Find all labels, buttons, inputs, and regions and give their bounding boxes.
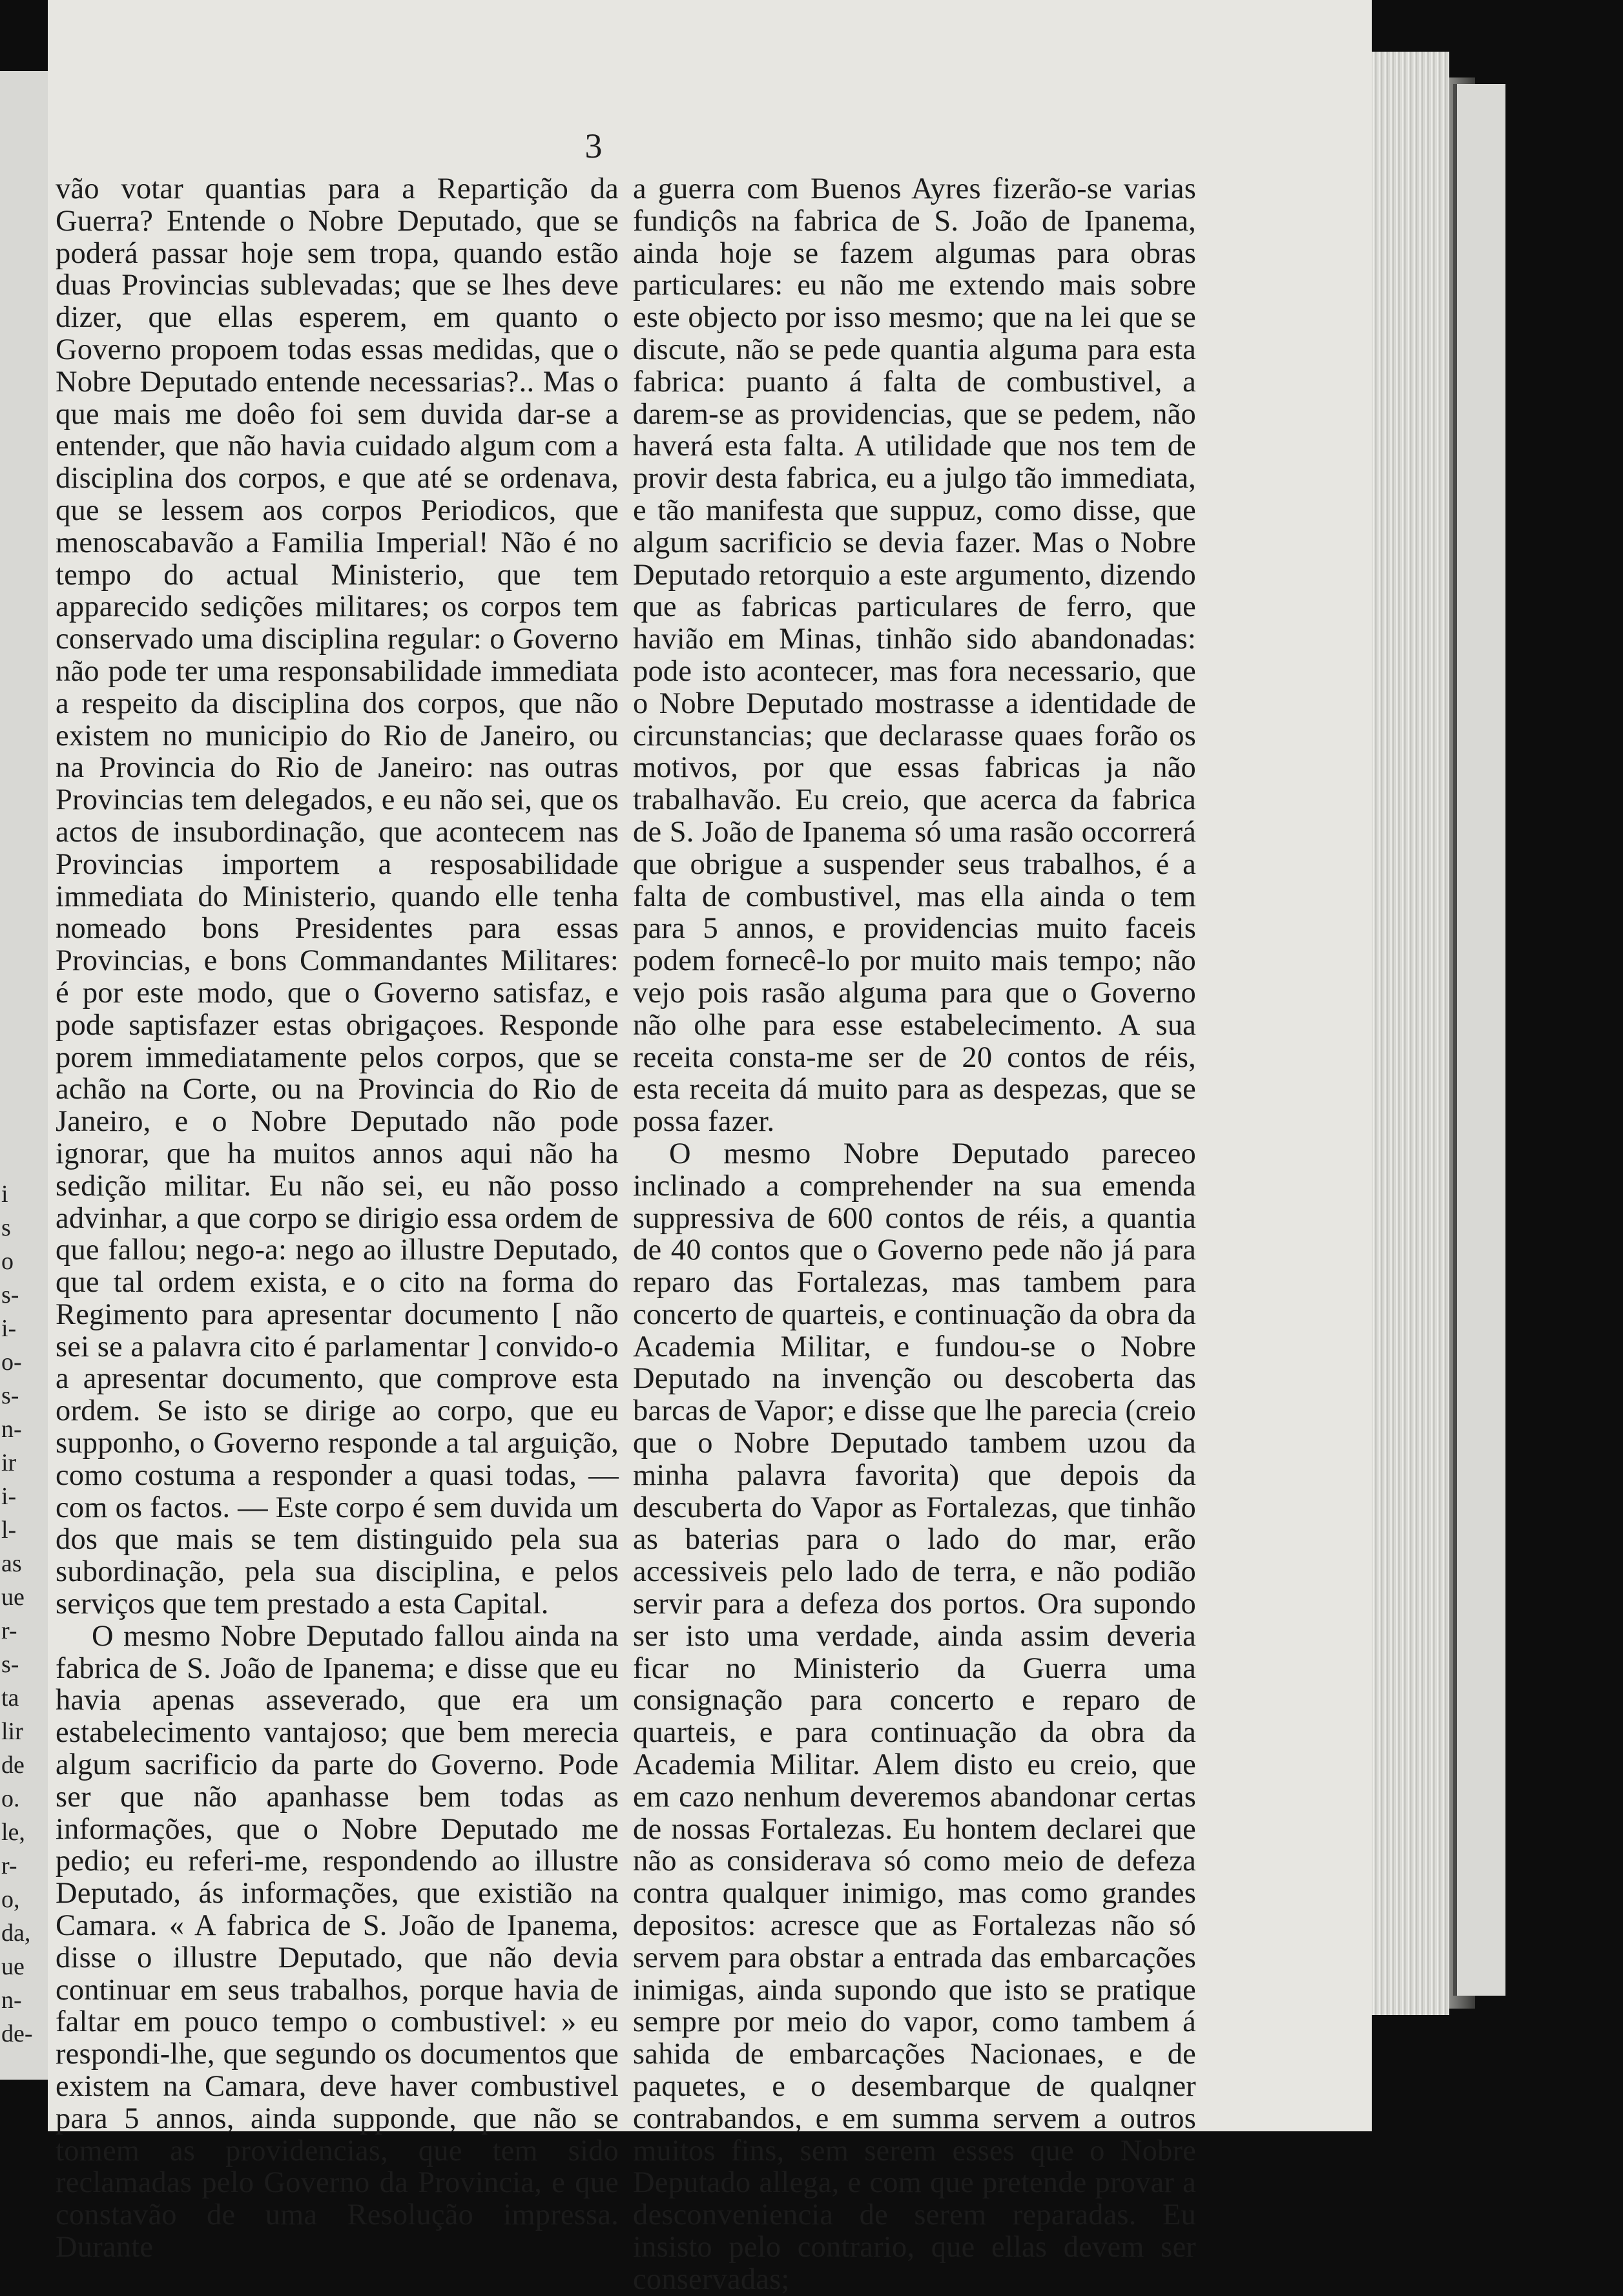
prev-page-fragment: r- <box>1 1617 17 1644</box>
prev-page-fragment: i- <box>1 1483 17 1510</box>
previous-page-edge <box>0 71 48 2080</box>
prev-page-fragment: da, <box>1 1919 31 1947</box>
paragraph: O mesmo Nobre Deputado fallou ainda na fabrica de S. João de Ipanema; e disse que eu havia apenas asseverado, que era um estabelecimento vantajoso; que bem merecia algum sacrificio da parte do Governo. Pode ser que não apanhasse bem todas as informações, que o Nobre Deputado me pedio; eu referi-me, respondendo ao illustre Deputado, ás informações, que existião na Camara. « A fabrica de S. João de Ipanema, disse o illustre Deputado, que não devia continuar em seus trabalhos, porque havia de faltar em pouco tempo o combustivel: » eu respondi-lhe, que segundo os documentos que existem na Camara, deve haver combustivel para 5 annos, ainda supponde, que não se tomem as providencias, que tem sido reclamadas pelo Governo da Provincia, e que constavão de uma Resolução impressa. Durante <box>56 1619 619 2264</box>
prev-page-fragment: i- <box>1 1315 17 1342</box>
prev-page-fragment: de <box>1 1752 25 1779</box>
prev-page-fragment: i <box>1 1181 8 1208</box>
prev-page-fragment: s- <box>1 1382 19 1409</box>
prev-page-fragment: r- <box>1 1852 17 1879</box>
prev-page-fragment: ir <box>1 1449 17 1476</box>
prev-page-fragment: ta <box>1 1684 19 1712</box>
paragraph: vão votar quantias para a Repartição da Guerra? Entende o Nobre Deputado, que se poderá passar hoje sem tropa, quando estão duas Provincias sublevadas; que se lhes deve dizer, que ellas esperem, em quanto o Governo propoem todas essas medidas, que o Nobre Deputado entende necessarias?.. Mas o que mais me doêo foi sem duvida dar-se a entender, que não havia cuidado algum com a disciplina dos corpos, e que até se ordenava, que se lessem aos corpos Periodicos, que menoscabavão a Familia Imperial! Não é no tempo do actual Ministerio, que tem apparecido sedições militares; os corpos tem conservado uma disciplina regular: o Governo não pode ter uma responsabilidade immediata a respeito da disciplina dos corpos, que não existem no municipio do Rio de Janeiro, ou na Provincia do Rio de Janeiro: nas outras Provincias tem delegados, e eu não sei, que os actos de insubordinação, que acontecem nas Provincias importem a resposabilidade immediata do Ministerio, quando elle tenha nomeado bons Presidentes para essas Provincias, e bons Commandantes Militares: é por este modo, que o Governo satisfaz, e pode saptisfazer estas obrigaçoes. Responde porem immediatamente pelos corpos, que se achão na Corte, ou na Provincia do Rio de Janeiro, e o Nobre Deputado não pode ignorar, que ha muitos annos aqui não ha sedição militar. Eu não sei, eu não posso advinhar, a que corpo se dirigio essa ordem de que fallou; nego-a: nego ao illustre Deputado, que tal ordem exista, e o cito na forma do Regimento para apresentar documento [ não sei se a palavra cito é parlamentar ] convido-o a apresentar documento, que comprove esta ordem. Se isto se dirige ao corpo, que eu supponho, o Governo responde a tal arguição, como costuma a responder a quasi todas, — com os factos. — Este corpo é sem duvida um dos que mais se tem distinguido pela sua subordinação, pela sua disciplina, e pelos serviços que tem prestado a esta Capital. <box>56 172 619 1621</box>
prev-page-fragment: n- <box>1 1987 22 2014</box>
prev-page-fragment: ue <box>1 1584 25 1611</box>
prev-page-fragment: s- <box>1 1651 19 1678</box>
left-text-column <box>56 172 619 2264</box>
prev-page-fragment: n- <box>1 1416 22 1443</box>
prev-page-fragment: ue <box>1 1953 25 1980</box>
right-text-column <box>633 172 1196 2296</box>
paragraph: a guerra com Buenos Ayres fizerão-se varias fundiçôs na fabrica de S. João de Ipanema, ainda hoje se fazem algumas para obras particulares: eu não me extendo mais sobre este objecto por isso mesmo; que na lei que se discute, não se pede quantia alguma para esta fabrica: puanto á falta de combustivel, a darem-se as providencias, que se pedem, não haverá esta falta. A utilidade que nos tem de provir desta fabrica, eu a julgo tão immediata, e tão manifesta que suppuz, como disse, que algum sacrificio se devia fazer. Mas o Nobre Deputado retorquio a este argumento, dizendo que as fabricas particulares de ferro, que havião em Minas, tinhão sido abandonadas: pode isto acontecer, mas fora necessario, que o Nobre Deputado mostrasse a identidade de circunstancias; que declarasse quaes forão os motivos, por que essas fabricas ja não trabalhavão. Eu creio, que acerca da fabrica de S. João de Ipanema só uma rasão occorrerá que obrigue a suspender seus trabalhos, é a falta de combustivel, mas ella ainda o tem para 5 annos, e providencias muito faceis podem fornecê-lo por muito mais tempo; não vejo pois rasão alguma para que o Governo não olhe para esse estabelecimento. A sua receita consta-me ser de 20 contos de réis, esta receita dá muito para as despezas, que se possa fazer. <box>633 172 1196 1139</box>
prev-page-fragment: o- <box>1 1349 22 1376</box>
paragraph: O mesmo Nobre Deputado pareceo inclinado a comprehender na sua emenda suppressiva de 600 contos de réis, a quantia de 40 contos que o Governo pede não já para reparo das Fortalezas, mas tambem para concerto de quarteis, e continuação da obra da Academia Militar, e fundou-se o Nobre Deputado na invenção ou descoberta das barcas de Vapor; e disse que lhe parecia (creio que o Nobre Deputado tambem uzou da minha palavra favorita) que depois da descuberta do Vapor as Fortalezas, que tinhão as baterias para o lado do mar, erão accessiveis pelo lado de terra, e não podião servir para a defeza dos portos. Ora supondo ser isto uma verdade, ainda assim deveria ficar no Ministerio da Guerra uma consignação para concerto e reparo de quarteis, e para continuação da obra da Academia Militar. Alem disto eu creio, que em cazo nenhum deveremos abandonar certas de nossas Fortalezas. Eu hontem declarei que não as considerava só como meio de defeza contra qualquer inimigo, mas como grandes depositos: acresce que as Fortalezas não só servem para obstar a entrada das embarcações inimigas, ainda supondo que isto se pratique sempre por meio do vapor, como tambem á sahida de embarcações Nacionaes, e de paquetes, e o desembarque de qualqner contrabandos, e em summa servem a outros muitos fins, sem serem esses que o Nobre Deputado allega, e com que pretende provar a desconveniencia de serem reparadas. Eu insisto pelo contrario, que ellas devem ser conservadas; <box>633 1137 1196 2296</box>
prev-page-fragment: lir <box>1 1718 23 1745</box>
book-cover-board <box>1453 84 1505 1996</box>
prev-page-fragment: o <box>1 1248 14 1275</box>
prev-page-fragment: de- <box>1 2020 33 2047</box>
prev-page-fragment: le, <box>1 1819 25 1846</box>
prev-page-fragment: as <box>1 1550 22 1577</box>
prev-page-fragment: o, <box>1 1886 20 1913</box>
prev-page-fragment: l- <box>1 1516 17 1544</box>
page-edge-stack <box>1372 52 1449 2015</box>
prev-page-fragment: s <box>1 1214 11 1241</box>
prev-page-fragment: o. <box>1 1785 20 1812</box>
page-number: 3 <box>584 127 603 165</box>
document-page <box>48 0 1372 2296</box>
prev-page-fragment: s- <box>1 1281 19 1308</box>
